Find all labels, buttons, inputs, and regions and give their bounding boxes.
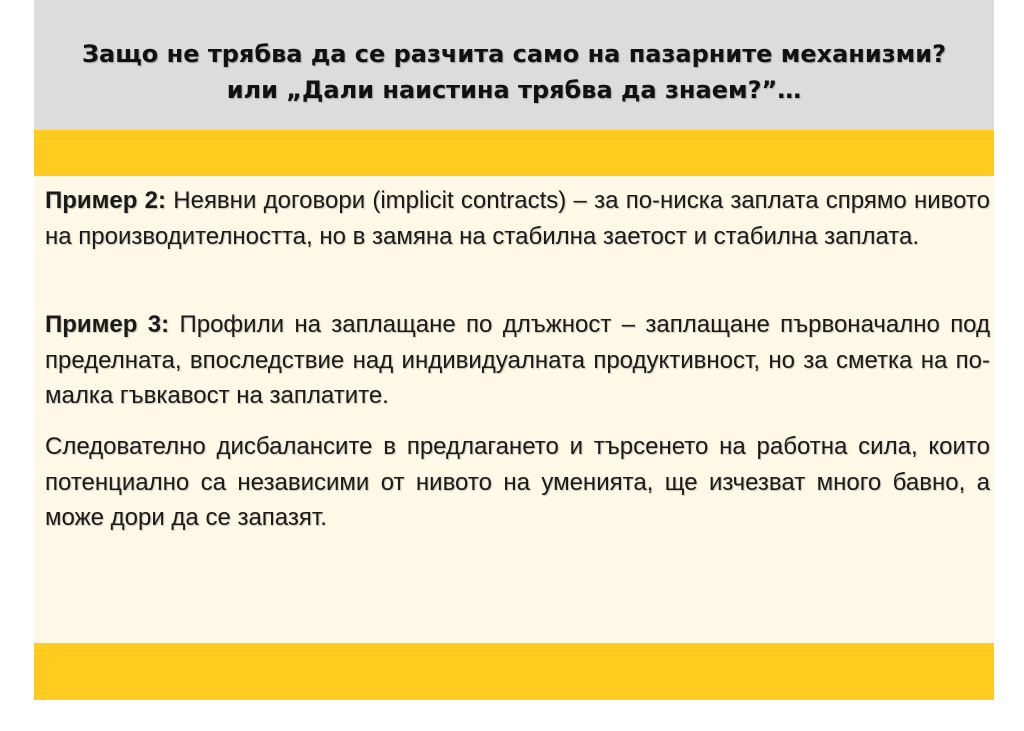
slide-title: Защо не трябва да се разчита само на пазарните механизми? или „Дали наистина трябва да знаем?”… [81,40,947,104]
conclusion-text: Следователно дисбалансите в предлагането и търсенето на работна сила, които потенциално са независими от нивото на уменията, ще изчезват много бавно, а може дори да се запазят. [45,433,990,531]
example-2-text: Неявни договори (implicit contracts) – за по-ниска заплата спрямо нивото на производителността, но в замяна на стабилна заетост и стабилна заплата. [45,187,990,250]
bottom-accent-band [34,643,994,700]
paragraph-example-3 [45,307,990,414]
example-3-text: Профили на заплащане по длъжност – заплащане първоначално под пределната, впоследствие над индивидуалната продуктивност, но за сметка на по-малка гъвкавост на заплатите. [45,311,991,409]
slide [34,0,994,700]
content-area [34,176,994,643]
top-accent-band [34,130,994,176]
example-2-label: Пример 2: [45,187,167,214]
paragraph-conclusion [45,429,990,536]
paragraph-example-2 [45,183,990,254]
title-area [34,0,994,130]
example-3-label: Пример 3: [45,311,170,338]
